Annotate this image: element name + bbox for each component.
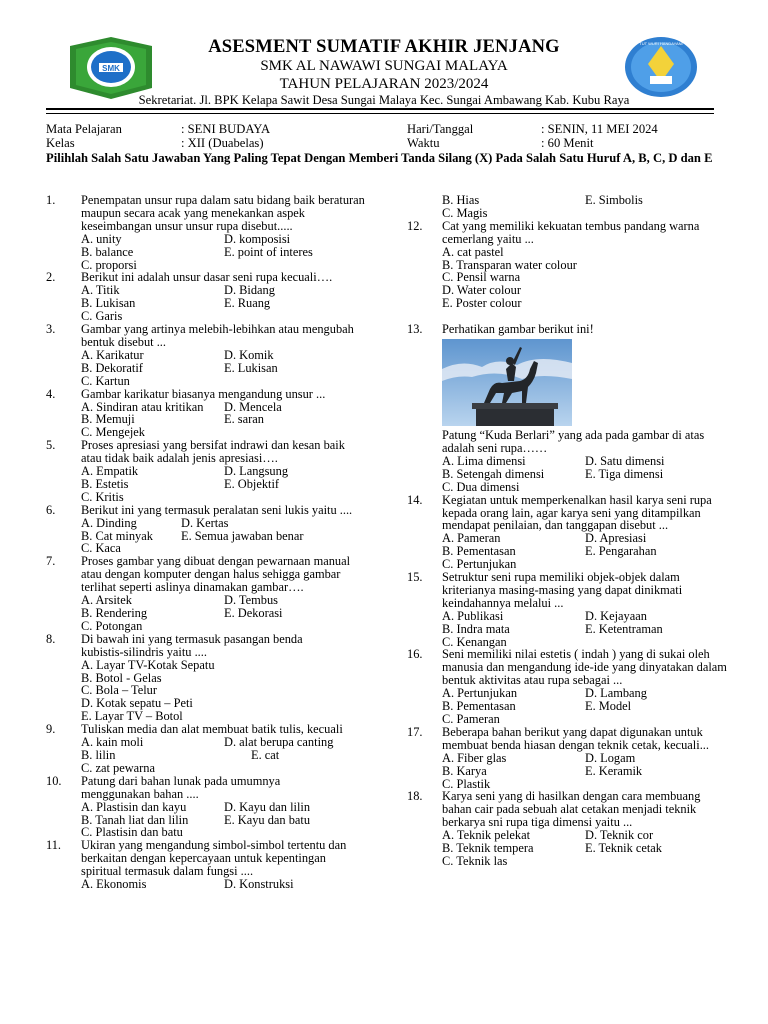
question-stem: Berikut ini adalah unsur dasar seni rupa kecuali…. [81,270,333,285]
document-title: ASESMENT SUMATIF AKHIR JENJANG [208,37,560,57]
question-number: 11. [46,838,62,853]
option-b[interactable]: B. Rendering [81,606,148,620]
option-row [81,362,368,375]
option-d[interactable]: D. Langsung [224,464,289,479]
date-value: : SENIN, 11 MEI 2024 [541,122,658,136]
option-c[interactable]: C. Kaca [81,541,121,556]
question-17 [407,726,737,791]
header-divider-thick [46,108,714,110]
option-b[interactable]: B. Transparan water colour [442,257,577,272]
subject-value: : SENI BUDAYA [181,122,271,136]
time-value: : 60 Menit [541,136,594,150]
option-c[interactable]: C. Pameran [442,712,500,726]
option-d[interactable]: D. Konstruksi [224,877,294,892]
question-number: 5. [46,438,56,453]
option-a[interactable]: A. Lima dimensi [442,453,526,468]
question-stem: Karya seni yang di hasilkan dengan cara membuang bahan cair pada sebuah alat cetakan menjadi teknik berkarya sni rupa tiga dimensi yaitu ... [442,789,701,830]
option-b[interactable]: B. Tanah liat dan lilin [81,812,189,827]
questions-column-left [46,194,368,891]
question-stem: Perhatikan gambar berikut ini! [442,322,594,337]
option-e[interactable]: E. point of interes [224,244,313,259]
option-e[interactable]: E. Layar TV – Botol [81,709,183,724]
option-row [81,517,368,530]
question-stem: Cat yang memiliki kekuatan tembus pandang warna cemerlang yaitu ... [442,218,700,246]
question-number: 17. [407,724,423,739]
option-c[interactable]: C. Pertunjukan [442,557,517,572]
question-15 [407,571,737,648]
option-e[interactable]: E. Tiga dimensi [585,466,664,481]
option-b[interactable]: B. Memuji [81,412,135,427]
option-row [81,478,368,491]
option-a[interactable]: A. Empatik [81,464,139,479]
option-c[interactable]: C. Teknik las [442,853,508,868]
option-row [442,752,737,765]
question-number: 13. [407,322,423,337]
option-c[interactable]: C. Pensil warna [442,270,521,285]
option-row [442,455,737,468]
class-value: : XII (Duabelas) [181,136,264,150]
time-label: Waktu [407,136,440,150]
option-b[interactable]: B. Setengah dimensi [442,466,545,481]
option-d[interactable]: D. Mencela [224,399,282,414]
option-a[interactable]: A. Titik [81,283,120,298]
question-number: 6. [46,502,56,517]
question-number: 15. [407,570,423,585]
option-a[interactable]: A. Fiber glas [442,750,507,765]
option-c[interactable]: C. Bola – Telur [81,683,157,698]
question-13 [407,323,737,493]
option-row [442,194,737,207]
option-d[interactable]: D. Komik [224,347,274,362]
question-stem: Setruktur seni rupa memiliki objek-objek dalam kriterianya masing-masing yang dapat dinikmati keindahannya melalui ... [442,570,683,610]
option-b[interactable]: B. Teknik tempera [442,841,534,856]
question-number: 7. [46,554,56,569]
option-b[interactable]: B. Pementasan [442,699,516,714]
option-a[interactable]: A. Karikatur [81,347,144,362]
question-number: 16. [407,647,423,662]
option-row [81,530,368,543]
option-d[interactable]: D. Satu dimensi [585,453,665,468]
option-a[interactable]: A. Sindiran atau kritikan [81,399,204,414]
option-d[interactable]: D. alat berupa canting [224,735,334,750]
question-stem: Berikut ini yang termasuk peralatan seni lukis yaitu .... [81,502,353,517]
option-e[interactable]: E. Teknik cetak [585,841,663,856]
question-2 [46,271,368,323]
option-c[interactable]: C. Plastik [442,776,491,791]
option-d[interactable]: D. Teknik cor [585,828,654,843]
option-b[interactable]: B. Karya [442,763,487,778]
option-row [442,468,737,481]
option-row [81,607,368,620]
option-e[interactable]: E. saran [224,412,264,427]
option-c[interactable]: C. Kritis [81,489,124,504]
option-row [81,297,368,310]
school-year: TAHUN PELAJARAN 2023/2024 [279,76,489,92]
svg-text:SMK: SMK [102,64,120,73]
question-3 [46,323,368,388]
subject-label: Mata Pelajaran [46,122,122,136]
option-a[interactable]: A. Pertunjukan [442,686,518,701]
question-number: 4. [46,386,56,401]
option-e[interactable]: E. cat [251,747,280,762]
option-c[interactable]: C. Potongan [81,618,143,633]
option-c[interactable]: C. Kartun [81,373,130,388]
option-row [81,878,368,891]
question-stem: Gambar yang artinya melebih-lebihkan atau mengubah bentuk disebut ... [81,322,354,349]
option-row [81,465,368,478]
option-d[interactable]: D. Kertas [181,515,229,530]
question-stem: Kegiatan untuk memperkenalkan hasil karya seni rupa kepada orang lain, agar karya seni yang ditampilkan mendapat penilaian, dan tanggapan disebut ... [442,492,712,533]
header-divider-thin [46,113,714,114]
option-d[interactable]: D. Apresiasi [585,531,647,546]
option-b[interactable]: B. Botol - Gelas [81,670,162,685]
question-number: 3. [46,322,56,337]
option-c[interactable]: C. zat pewarna [81,760,155,775]
question-12 [407,220,737,310]
option-c[interactable]: C. Dua dimensi [442,479,520,494]
question-stem: Seni memiliki nilai estetis ( indah ) yang di sukai oleh manusia dan mengandung ide-ide yang dinyatakan dalam bentuk aktivitas atau rupa sebagai ... [442,647,727,688]
date-label: Hari/Tanggal [407,122,474,136]
question-stem: Gambar karikatur biasanya mengandung unsur ... [81,386,326,401]
option-d[interactable]: D. Bidang [224,283,275,298]
option-c[interactable]: C. Mengejek [81,425,146,440]
question-number: 8. [46,631,56,646]
svg-text:TUT WURI HANDAYANI: TUT WURI HANDAYANI [639,41,683,46]
option-a[interactable]: A. Arsitek [81,593,132,608]
question-number: 12. [407,218,423,233]
option-c[interactable]: C. Garis [81,309,123,324]
option-a[interactable]: A. Pameran [442,531,501,546]
question-number: 14. [407,492,423,507]
question-stem-continued: Patung “Kuda Berlari” yang ada pada gambar di atas adalah seni rupa…… [442,428,705,455]
question-14 [407,494,737,571]
instruction: Pilihlah Salah Satu Jawaban Yang Paling Tepat Dengan Memberi Tanda Silang (X) Pada Salah Satu Huruf A, B, C, D dan E [46,151,713,165]
option-e[interactable]: E. Dekorasi [224,606,283,620]
option-c[interactable]: C. Kenangan [442,634,507,649]
question-11-continued [407,194,737,220]
question-10 [46,775,368,840]
question-7 [46,555,368,632]
option-e[interactable]: E. Poster colour [442,296,522,311]
option-a[interactable]: A. Teknik pelekat [442,828,531,843]
option-row [81,233,368,246]
option-c[interactable]: C. Plastisin dan batu [81,825,183,840]
option-e[interactable]: E. Pengarahan [585,544,657,559]
option-e[interactable]: E. Simbolis [585,193,643,207]
option-row [442,765,737,778]
option-b[interactable]: B. Pementasan [442,544,516,559]
question-stem: Proses gambar yang dibuat dengan pewarnaan manual atau dengan komputer dengan halus sehigga gambar terlihat seperti aslinya dinamakan gambar…. [81,554,351,595]
question-11 [46,839,368,891]
option-a[interactable]: A. Publikasi [442,608,504,623]
option-a[interactable]: A. unity [81,231,122,246]
option-b[interactable]: B. Hias [442,193,480,207]
option-b[interactable]: B. Lukisan [81,296,136,311]
option-b[interactable]: B. Estetis [81,476,129,491]
option-c[interactable]: C. Magis [442,205,488,220]
option-e[interactable]: E. Model [585,699,632,714]
option-e[interactable]: E. Lukisan [224,360,278,375]
question-number: 18. [407,789,423,804]
option-row [81,736,368,749]
option-a[interactable]: A. Layar TV-Kotak Sepatu [81,657,215,672]
question-stem: Tuliskan media dan alat membuat batik tulis, kecuali [81,722,343,737]
question-stem: Di bawah ini yang termasuk pasangan benda kubistis-silindris yaitu .... [81,631,303,659]
option-b[interactable]: B. Indra mata [442,621,510,636]
option-d[interactable]: D. Logam [585,750,636,765]
option-b[interactable]: B. Dekoratif [81,360,143,375]
question-4 [46,388,368,440]
option-d[interactable]: D. Lambang [585,686,647,701]
option-d[interactable]: D. Kotak sepatu – Peti [81,696,193,711]
option-row [81,349,368,362]
option-a[interactable]: A. kain moli [81,735,144,750]
option-a[interactable]: A. Plastisin dan kayu [81,799,187,814]
option-row [81,801,368,814]
option-row [81,749,368,762]
option-d[interactable]: D. Water colour [442,283,521,298]
question-number: 10. [46,773,62,788]
option-b[interactable]: B. balance [81,244,134,259]
option-d[interactable]: D. komposisi [224,231,291,246]
option-a[interactable]: A. cat pastel [442,244,504,259]
question-stem: Beberapa bahan berikut yang dapat digunakan untuk membuat benda hiasan dengan teknik cetak, kecuali... [442,724,709,752]
option-e[interactable]: E. Kayu dan batu [224,812,311,827]
option-row [442,623,737,636]
question-stem: Proses apresiasi yang bersifat indrawi dan kesan baik atau tidak baik adalah jenis apresiasi…. [81,438,345,466]
question-16 [407,648,737,725]
question-stem: Ukiran yang mengandung simbol-simbol tertentu dan berkaitan dengan kepercayaan untuk kepentingan spiritual termasuk dalam fungsi .... [81,838,347,879]
question-1 [46,194,368,271]
question-18 [407,790,737,867]
option-d[interactable]: D. Kayu dan lilin [224,799,311,814]
option-row [442,610,737,623]
question-8 [46,633,368,723]
question-stem: Penempatan unsur rupa dalam satu bidang baik beraturan maupun secara acak yang menekankan aspek keseimbangan unsur unsur rupa disebut..... [81,193,365,233]
horse-statue-image [442,339,572,426]
option-a[interactable]: A. Ekonomis [81,877,147,892]
option-b[interactable]: B. Cat minyak [81,528,153,543]
option-row [81,246,368,259]
school-address: Sekretariat. Jl. BPK Kelapa Sawit Desa Sungai Malaya Kec. Sungai Ambawang Kab. Kubu Raya [138,93,630,107]
class-label: Kelas [46,136,75,150]
questions-column-right [407,194,737,868]
option-c[interactable]: C. proporsi [81,257,137,272]
question-5 [46,439,368,504]
option-d[interactable]: D. Tembus [224,593,278,608]
option-e[interactable]: E. Ketentraman [585,621,663,636]
option-e[interactable]: E. Semua jawaban benar [181,528,304,543]
question-number: 1. [46,193,56,207]
question-number: 9. [46,722,56,737]
option-b[interactable]: B. lilin [81,747,116,762]
option-e[interactable]: E. Ruang [224,296,271,311]
question-9 [46,723,368,775]
question-number: 2. [46,270,56,285]
question-6 [46,504,368,556]
question-stem: Patung dari bahan lunak pada umumnya menggunakan bahan .... [81,773,281,801]
school-name: SMK AL NAWAWI SUNGAI MALAYA [260,58,508,74]
option-e[interactable]: E. Keramik [585,763,643,778]
option-d[interactable]: D. Kejayaan [585,608,647,623]
option-a[interactable]: A. Dinding [81,515,137,530]
option-e[interactable]: E. Objektif [224,476,280,491]
